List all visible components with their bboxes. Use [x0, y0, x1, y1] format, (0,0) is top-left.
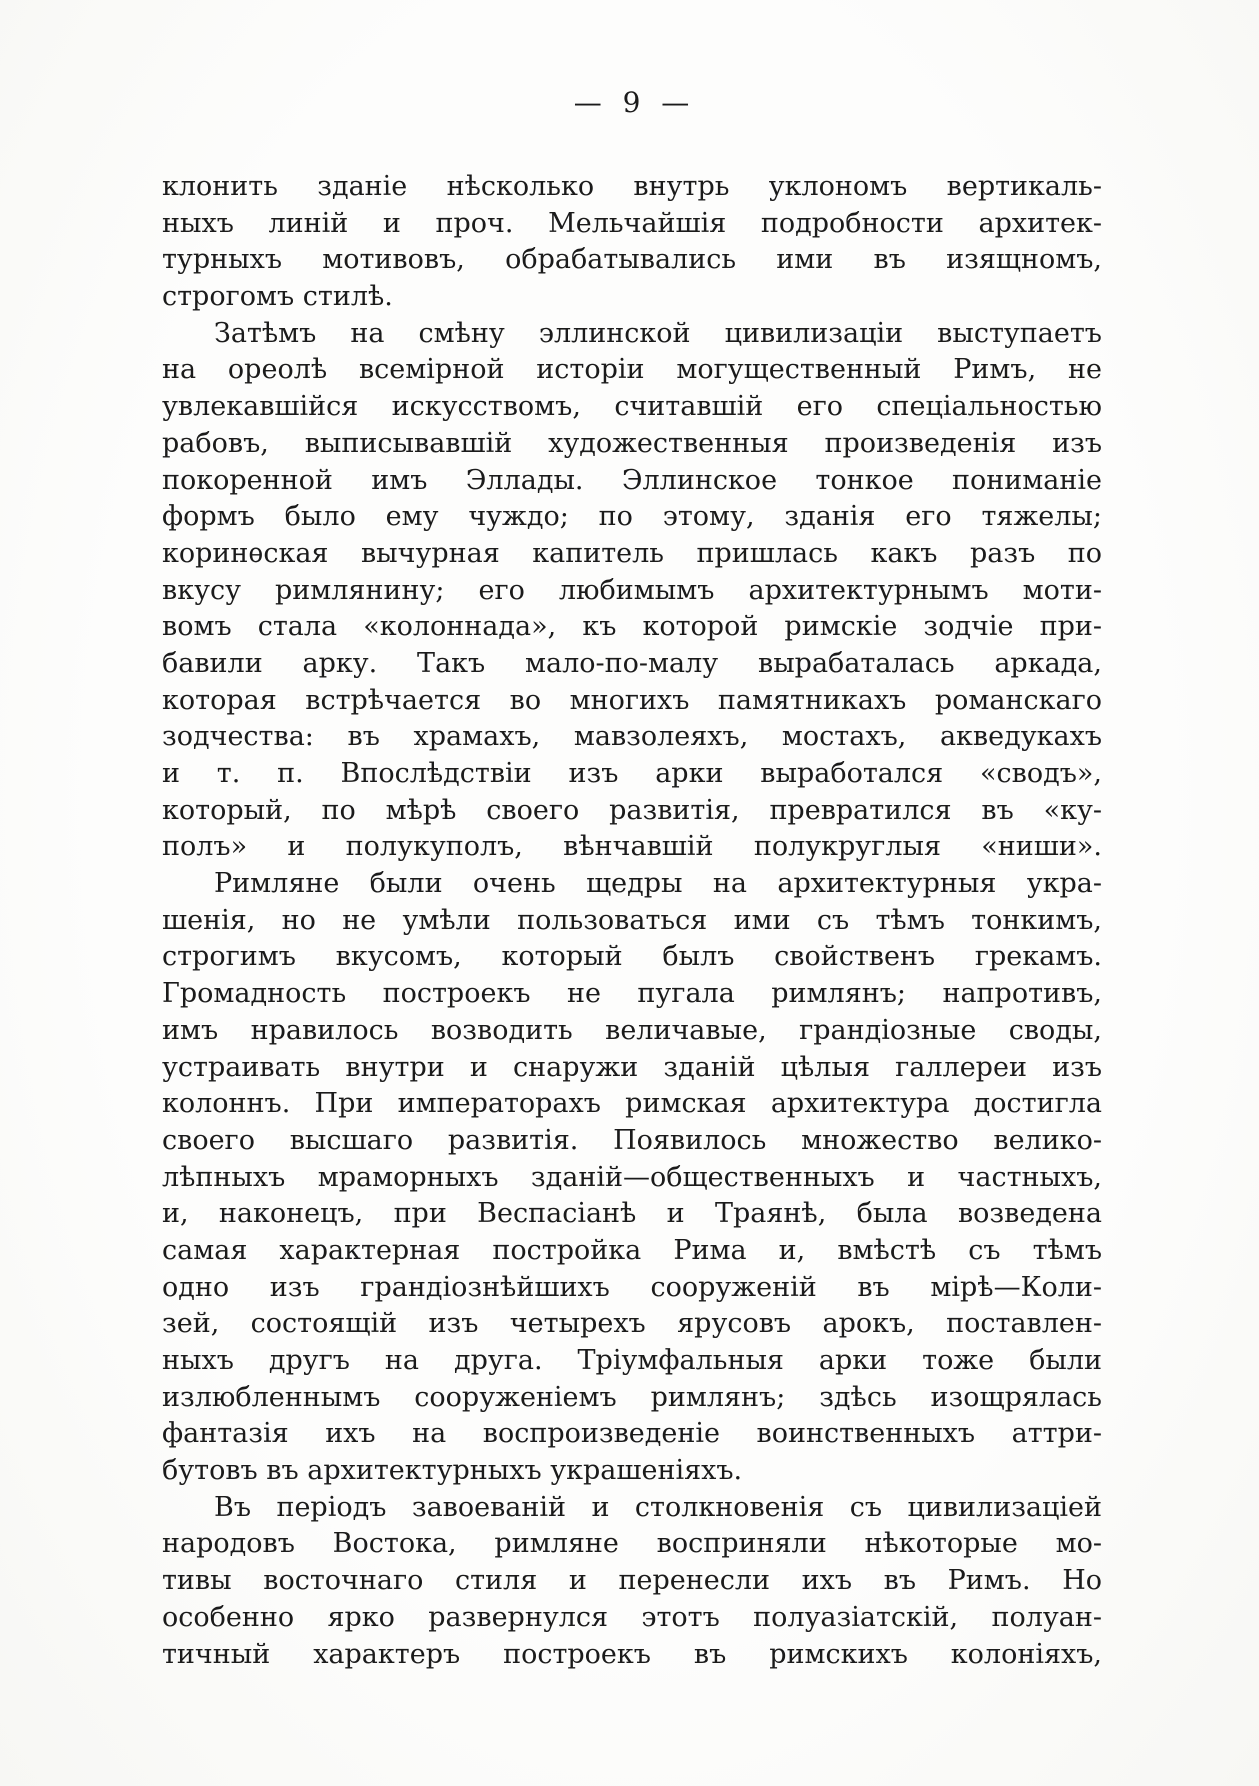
text-line: тичный характеръ построекъ въ римскихъ колоніяхъ, [162, 1638, 1102, 1670]
text-line: одно изъ грандіознѣйшихъ сооруженій въ мірѣ—Коли- [162, 1271, 1102, 1303]
page-text-block [162, 169, 1102, 1673]
text-line: особенно ярко развернулся этотъ полуазіатскій, полуан- [162, 1601, 1102, 1633]
text-line: турныхъ мотивовъ, обрабатывались ими въ изящномъ, [162, 244, 1102, 276]
text-line: зодчества: въ храмахъ, мавзолеяхъ, мостахъ, акведукахъ [162, 721, 1102, 753]
text-line: который, по мѣрѣ своего развитія, превратился въ «ку- [162, 794, 1102, 826]
text-line: клонить зданіе нѣсколько внутрь уклономъ вертикаль- [162, 171, 1102, 202]
text-line: формъ было ему чуждо; по этому, зданія его тяжелы; [162, 501, 1102, 533]
text-line: ныхъ другъ на друга. Тріумфальныя арки тоже были [162, 1345, 1102, 1376]
text-line: вомъ стала «колоннада», къ которой римскіе зодчіе при- [162, 611, 1102, 643]
text-line: Въ періодъ завоеваній и столкновенія съ цивилизаціей [214, 1491, 1102, 1523]
text-line: полъ» и полукуполъ, вѣнчавшій полукруглыя «ниши». [162, 831, 1102, 863]
text-line: Затѣмъ на смѣну эллинской цивилизаціи выступаетъ [214, 317, 1102, 349]
text-line: зей, состоящій изъ четырехъ ярусовъ арокъ, поставлен- [162, 1308, 1102, 1340]
text-line: на ореолѣ всемірной исторіи могущественный Римъ, не [162, 354, 1102, 386]
text-line: устраивать внутри и снаружи зданій цѣлыя галлереи изъ [162, 1051, 1102, 1083]
paragraph [162, 316, 1102, 866]
text-line: самая характерная постройка Рима и, вмѣстѣ съ тѣмъ [162, 1234, 1102, 1266]
text-line: рабовъ, выписывавшій художественныя произведенія изъ [162, 427, 1102, 459]
text-line: народовъ Востока, римляне восприняли нѣкоторые мо- [162, 1528, 1102, 1560]
text-line: лѣпныхъ мраморныхъ зданій—общественныхъ и частныхъ, [162, 1161, 1102, 1193]
text-line: своего высшаго развитія. Появилось множество велико- [162, 1124, 1102, 1156]
text-line: ныхъ линій и проч. Мельчайшія подробности архитек- [162, 207, 1102, 239]
text-line: бутовъ въ архитектурныхъ украшеніяхъ. [162, 1455, 743, 1487]
paragraph [162, 1490, 1102, 1673]
text-line: фантазія ихъ на воспроизведеніе воинственныхъ аттри- [162, 1418, 1102, 1450]
text-line: увлекавшійся искусствомъ, считавшій его спеціальностью [162, 391, 1102, 423]
text-line: строгимъ вкусомъ, который былъ свойственъ грекамъ. [162, 941, 1102, 973]
text-line: вкусу римлянину; его любимымъ архитектурнымъ моти- [162, 574, 1102, 606]
paragraph [162, 169, 1102, 316]
text-line: покоренной имъ Эллады. Эллинское тонкое пониманіе [162, 464, 1102, 496]
text-line: имъ нравилось возводить величавые, грандіозные своды, [162, 1014, 1102, 1046]
page-number-header: — 9 — [573, 86, 691, 119]
text-line: бавили арку. Такъ мало-по-малу вырабаталась аркада, [162, 647, 1102, 679]
text-line: Римляне были очень щедры на архитектурныя укра- [214, 868, 1102, 900]
paragraph [162, 866, 1102, 1490]
text-line: тивы восточнаго стиля и перенесли ихъ въ Римъ. Но [162, 1565, 1102, 1597]
text-line: которая встрѣчается во многихъ памятникахъ романскаго [162, 684, 1102, 716]
text-line: коринѳская вычурная капитель пришлась какъ разъ по [162, 537, 1102, 569]
text-line: шенія, но не умѣли пользоваться ими съ тѣмъ тонкимъ, [162, 904, 1102, 936]
text-line: колоннъ. При императорахъ римская архитектура достигла [162, 1088, 1102, 1120]
text-line: и, наконецъ, при Веспасіанѣ и Траянѣ, была возведена [162, 1198, 1102, 1230]
text-line: излюбленнымъ сооруженіемъ римлянъ; здѣсь изощрялась [162, 1381, 1102, 1413]
text-line: и т. п. Впослѣдствіи изъ арки выработался «сводъ», [162, 758, 1102, 789]
text-line: Громадность построекъ не пугала римлянъ; напротивъ, [162, 978, 1102, 1010]
text-line: строгомъ стилѣ. [162, 281, 393, 313]
